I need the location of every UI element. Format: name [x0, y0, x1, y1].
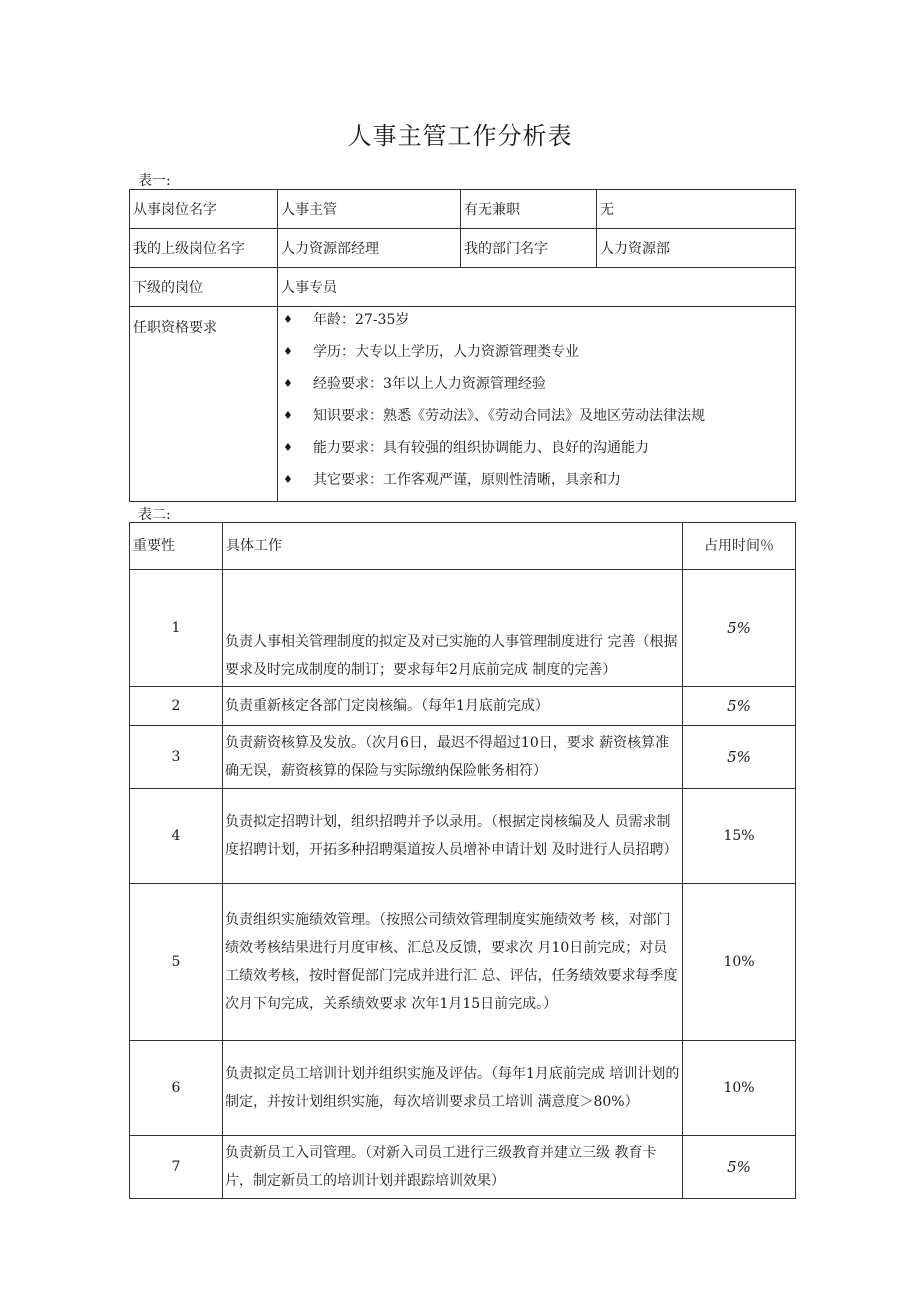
- requirement-item: [281, 405, 792, 437]
- table-row: [130, 726, 796, 789]
- table-row: [130, 1041, 796, 1136]
- work-header: 具体工作: [223, 523, 683, 570]
- requirements-label: 任职资格要求: [130, 307, 278, 502]
- requirements-list: [281, 309, 792, 501]
- work-description: 负责拟定员工培训计划并组织实施及评估。（每年1月底前完成 培训计划的制定，并按计划组织实施，每次培训要求员工培训 满意度＞80%）: [223, 1041, 683, 1136]
- requirement-item: [281, 309, 792, 341]
- importance-rank: 1: [130, 570, 223, 687]
- requirement-text: 其它要求：工作客观严谨，原则性清晰，具亲和力: [313, 472, 621, 488]
- requirement-text: 知识要求：熟悉《劳动法》、《劳动合同法》及地区劳动法律法规: [313, 408, 705, 424]
- importance-rank: 7: [130, 1136, 223, 1199]
- time-header: 占用时间％: [683, 523, 796, 570]
- time-percentage: 5%: [683, 570, 796, 687]
- time-percentage: 5%: [683, 726, 796, 789]
- diamond-bullet-icon: ♦: [283, 313, 293, 326]
- requirement-item: [281, 437, 792, 469]
- requirements-cell: [278, 307, 796, 502]
- importance-rank: 6: [130, 1041, 223, 1136]
- work-description: 负责新员工入司管理。（对新入司员工进行三级教育并建立三级 教育卡片，制定新员工的培训计划并跟踪培训效果）: [223, 1136, 683, 1199]
- requirement-item: [281, 469, 792, 501]
- department-label: 我的部门名字: [461, 229, 597, 268]
- requirement-item: [281, 373, 792, 405]
- requirement-text: 学历：大专以上学历，人力资源管理类专业: [313, 344, 579, 360]
- requirement-text: 年龄：27-35岁: [313, 312, 410, 328]
- table-row: [130, 884, 796, 1041]
- table-row: [130, 687, 796, 726]
- subordinate-position-value: 人事专员: [278, 268, 796, 307]
- table-row: [130, 268, 796, 307]
- diamond-bullet-icon: ♦: [283, 345, 293, 358]
- part-time-value: 无: [597, 190, 796, 229]
- department-value: 人力资源部: [597, 229, 796, 268]
- duties-table: [129, 522, 796, 1199]
- time-percentage: 10%: [683, 884, 796, 1041]
- table1-caption: 表一:: [138, 173, 171, 189]
- diamond-bullet-icon: ♦: [283, 377, 293, 390]
- work-description: 负责重新核定各部门定岗核编。（每年1月底前完成）: [223, 687, 683, 726]
- diamond-bullet-icon: ♦: [283, 441, 293, 454]
- time-percentage: 5%: [683, 1136, 796, 1199]
- time-percentage: 10%: [683, 1041, 796, 1136]
- part-time-label: 有无兼职: [461, 190, 597, 229]
- work-description: 负责拟定招聘计划，组织招聘并予以录用。（根据定岗核编及人 员需求制度招聘计划，开拓多种招聘渠道按人员增补申请计划 及时进行人员招聘）: [223, 789, 683, 884]
- superior-position-value: 人力资源部经理: [278, 229, 461, 268]
- job-info-table: [129, 189, 796, 502]
- importance-rank: 5: [130, 884, 223, 1041]
- requirement-text: 经验要求：3年以上人力资源管理经验: [313, 376, 546, 392]
- work-description: 负责组织实施绩效管理。（按照公司绩效管理制度实施绩效考 核，对部门绩效考核结果进行月度审核、汇总及反馈，要求次 月10日前完成；对员工绩效考核，按时督促部门完成并进行汇 总、评估，任务绩效要求每季度次月下旬完成，关系绩效要求 次年1月15日前完成。）: [223, 884, 683, 1041]
- table-row: [130, 789, 796, 884]
- work-description: 负责薪资核算及发放。（次月6日，最迟不得超过10日，要求 薪资核算准确无误，薪资核算的保险与实际缴纳保险帐务相符）: [223, 726, 683, 789]
- table-row: [130, 570, 796, 687]
- importance-rank: 3: [130, 726, 223, 789]
- position-name-label: 从事岗位名字: [130, 190, 278, 229]
- table-row: [130, 190, 796, 229]
- requirement-item: [281, 341, 792, 373]
- diamond-bullet-icon: ♦: [283, 409, 293, 422]
- document-title: 人事主管工作分析表: [347, 122, 573, 150]
- table-row: [130, 1136, 796, 1199]
- importance-rank: 4: [130, 789, 223, 884]
- time-percentage: 15%: [683, 789, 796, 884]
- importance-rank: 2: [130, 687, 223, 726]
- work-description: 负责人事相关管理制度的拟定及对已实施的人事管理制度进行 完善（根据要求及时完成制度的制订；要求每年2月底前完成 制度的完善）: [223, 570, 683, 687]
- table-header-row: [130, 523, 796, 570]
- diamond-bullet-icon: ♦: [283, 473, 293, 486]
- position-name-value: 人事主管: [278, 190, 461, 229]
- table-row: [130, 229, 796, 268]
- subordinate-position-label: 下级的岗位: [130, 268, 278, 307]
- table-row: [130, 307, 796, 502]
- time-percentage: 5%: [683, 687, 796, 726]
- requirement-text: 能力要求：具有较强的组织协调能力、良好的沟通能力: [313, 440, 649, 456]
- superior-position-label: 我的上级岗位名字: [130, 229, 278, 268]
- table2-caption: 表二:: [138, 507, 171, 523]
- importance-header: 重要性: [130, 523, 223, 570]
